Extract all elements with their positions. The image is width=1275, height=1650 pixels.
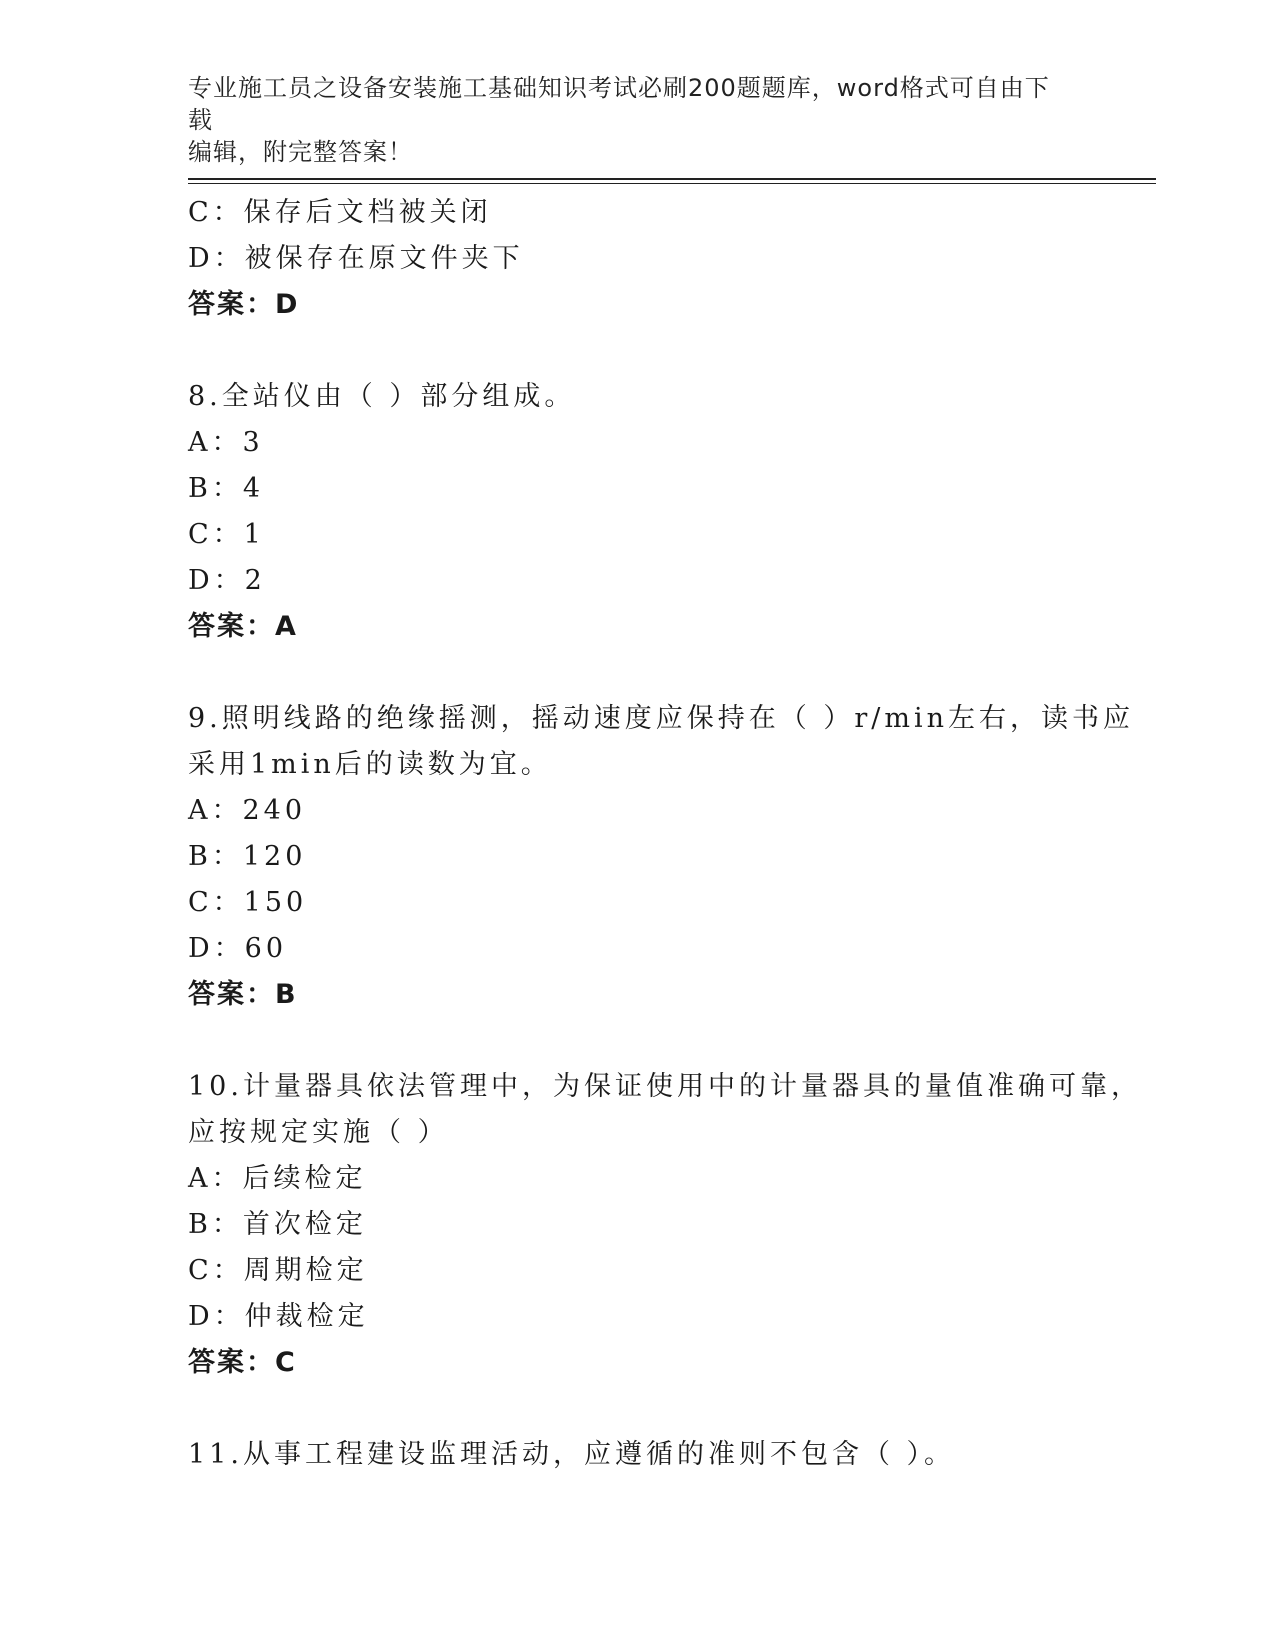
option-b: B：4 [188, 473, 265, 504]
answer: 答案：C [188, 1347, 297, 1378]
answer: 答案：B [188, 979, 298, 1010]
question-text-line-2: 采用1min后的读数为宜。 [188, 749, 552, 780]
header-line-1: 专业施工员之设备安装施工基础知识考试必刷200题题库，word格式可自由下载 [188, 74, 1050, 134]
option-b: B：120 [188, 841, 307, 872]
header-rule-thin [188, 183, 1156, 184]
option-a: A：240 [188, 795, 307, 826]
option-a: A：3 [188, 427, 264, 458]
header-line-2: 编辑，附完整答案！ [188, 138, 413, 166]
question-10 [188, 1064, 1142, 1386]
spacer [188, 1386, 1088, 1432]
document-header [188, 72, 1068, 168]
option-c: C：1 [188, 519, 265, 550]
header-rule-thick [188, 178, 1156, 180]
answer: 答案：D [188, 289, 300, 320]
option-c: C：周期检定 [188, 1255, 368, 1286]
question-11 [188, 1432, 1088, 1478]
option-d: D：2 [188, 565, 266, 596]
option-a: A：后续检定 [188, 1163, 367, 1194]
option-d: D：60 [188, 933, 288, 964]
question-text-line-2: 应按规定实施（ ） [188, 1117, 449, 1148]
option-d: D：被保存在原文件夹下 [188, 243, 524, 274]
spacer [188, 650, 1088, 696]
option-c: C：保存后文档被关闭 [188, 197, 492, 228]
question-text: 8.全站仪由（ ）部分组成。 [188, 381, 576, 412]
question-text-line-1: 10.计量器具依法管理中，为保证使用中的计量器具的量值准确可靠， [188, 1071, 1142, 1102]
spacer [188, 1018, 1088, 1064]
spacer [188, 328, 1088, 374]
option-c: C：150 [188, 887, 308, 918]
question-text-line-1: 9.照明线路的绝缘摇测，摇动速度应保持在（ ）r/min左右，读书应 [188, 703, 1134, 734]
question-prev [188, 190, 1088, 328]
option-b: B：首次检定 [188, 1209, 367, 1240]
question-list [188, 190, 1142, 1478]
question-9 [188, 696, 1134, 1018]
answer: 答案：A [188, 611, 298, 642]
question-text: 11.从事工程建设监理活动，应遵循的准则不包含（ ）。 [188, 1439, 956, 1470]
question-8 [188, 374, 1088, 650]
option-d: D：仲裁检定 [188, 1301, 369, 1332]
